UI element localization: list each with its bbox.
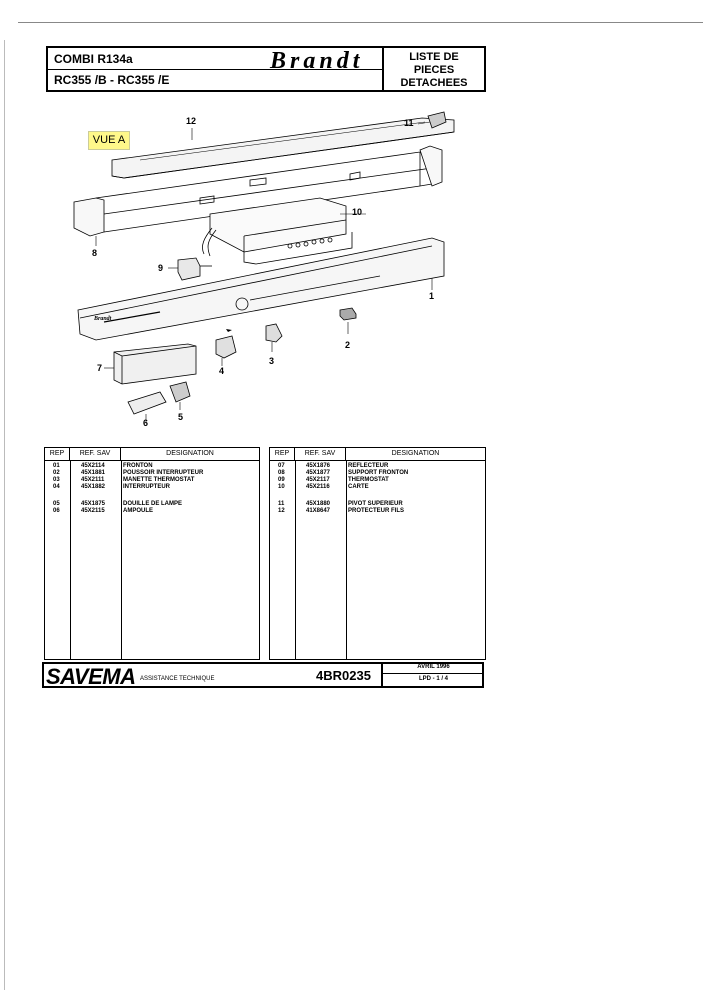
table-row: 05 45X1875 DOUILLE DE LAMPE — [53, 501, 183, 507]
callout-7: 7 — [97, 363, 103, 373]
callout-5: 5 — [178, 412, 184, 422]
part-7-reflector-drawing — [114, 344, 196, 384]
footer-block — [42, 662, 484, 688]
callout-6: 6 — [143, 418, 149, 428]
callout-8: 8 — [92, 248, 98, 258]
date-page-box — [381, 662, 484, 688]
header-model-row-2 — [48, 70, 382, 90]
company-name: SAVEMA — [46, 664, 136, 689]
front-panel-logo: Brandt — [94, 316, 112, 322]
col-header-rep: REP — [45, 448, 70, 460]
col-header-designation: DESIGNATION — [166, 450, 214, 457]
view-a-label: VUE A — [88, 131, 130, 150]
part-9-thermostat-drawing — [178, 258, 212, 280]
doc-type-line-3: DETACHEES — [400, 77, 468, 89]
doc-type-line-2: PIECES — [413, 64, 455, 76]
table-row: 11 45X1880 PIVOT SUPERIEUR — [278, 501, 403, 507]
parts-table-left — [44, 447, 260, 660]
table-row: 09 45X2117 THERMOSTAT — [278, 477, 389, 483]
model-line-1: COMBI R134a — [54, 52, 133, 66]
service-name: ASSISTANCE TECHNIQUE — [140, 676, 215, 682]
callout-9: 9 — [158, 263, 164, 273]
doc-type — [384, 48, 484, 90]
document-date: AVRIL 1996 — [383, 662, 484, 674]
table-row: 01 45X2114 FRONTON — [53, 463, 153, 469]
doc-type-line-1: LISTE DE — [409, 51, 459, 63]
top-rule — [18, 22, 703, 23]
model-line-2: RC355 /B - RC355 /E — [54, 73, 170, 87]
callout-10: 10 — [352, 207, 363, 217]
col-header-ref: REF. SAV — [295, 448, 346, 460]
col-header-designation: DESIGNATION — [391, 450, 440, 457]
part-12-cover-drawing — [112, 118, 454, 178]
table-row: 10 45X2116 CARTE — [278, 484, 369, 490]
page-number: LPD - 1 / 4 — [418, 676, 448, 682]
part-6-bulb-drawing — [128, 392, 166, 414]
table-row: 07 45X1876 REFLECTEUR — [278, 463, 389, 469]
table-row: 04 45X1882 INTERRUPTEUR — [53, 484, 171, 490]
part-2-button-drawing — [340, 308, 356, 320]
table-row: 02 45X1881 POUSSOIR INTERRUPTEUR — [53, 470, 204, 476]
col-header-ref: REF. SAV — [70, 448, 121, 460]
document-reference: 4BR0235 — [316, 668, 371, 683]
callout-11: 11 — [404, 118, 414, 128]
exploded-parts-diagram — [0, 100, 707, 430]
part-5-socket-drawing — [170, 382, 190, 402]
part-3-knob-drawing — [266, 324, 282, 342]
table-row: 12 41X8647 PROTECTEUR FILS — [278, 508, 405, 514]
table-row: 03 45X2111 MANETTE THERMOSTAT — [53, 477, 195, 483]
part-4-switch-drawing — [216, 336, 236, 358]
callout-12: 12 — [186, 116, 197, 126]
col-header-rep: REP — [270, 448, 295, 460]
part-10-board-drawing — [202, 198, 352, 264]
callout-2: 2 — [345, 340, 351, 350]
header-block — [46, 46, 486, 92]
callout-3: 3 — [269, 356, 275, 366]
part-1-front-panel-drawing — [78, 238, 444, 340]
brand-logo: Brandt — [270, 48, 364, 74]
parts-table-right — [269, 447, 486, 660]
table-row: 08 45X1877 SUPPORT FRONTON — [278, 470, 409, 476]
callout-1: 1 — [429, 291, 435, 301]
diagram-tick-mark — [226, 329, 232, 332]
table-row: 06 45X2115 AMPOULE — [53, 508, 153, 514]
callout-4: 4 — [219, 366, 225, 376]
header-model-row-1 — [48, 48, 382, 74]
